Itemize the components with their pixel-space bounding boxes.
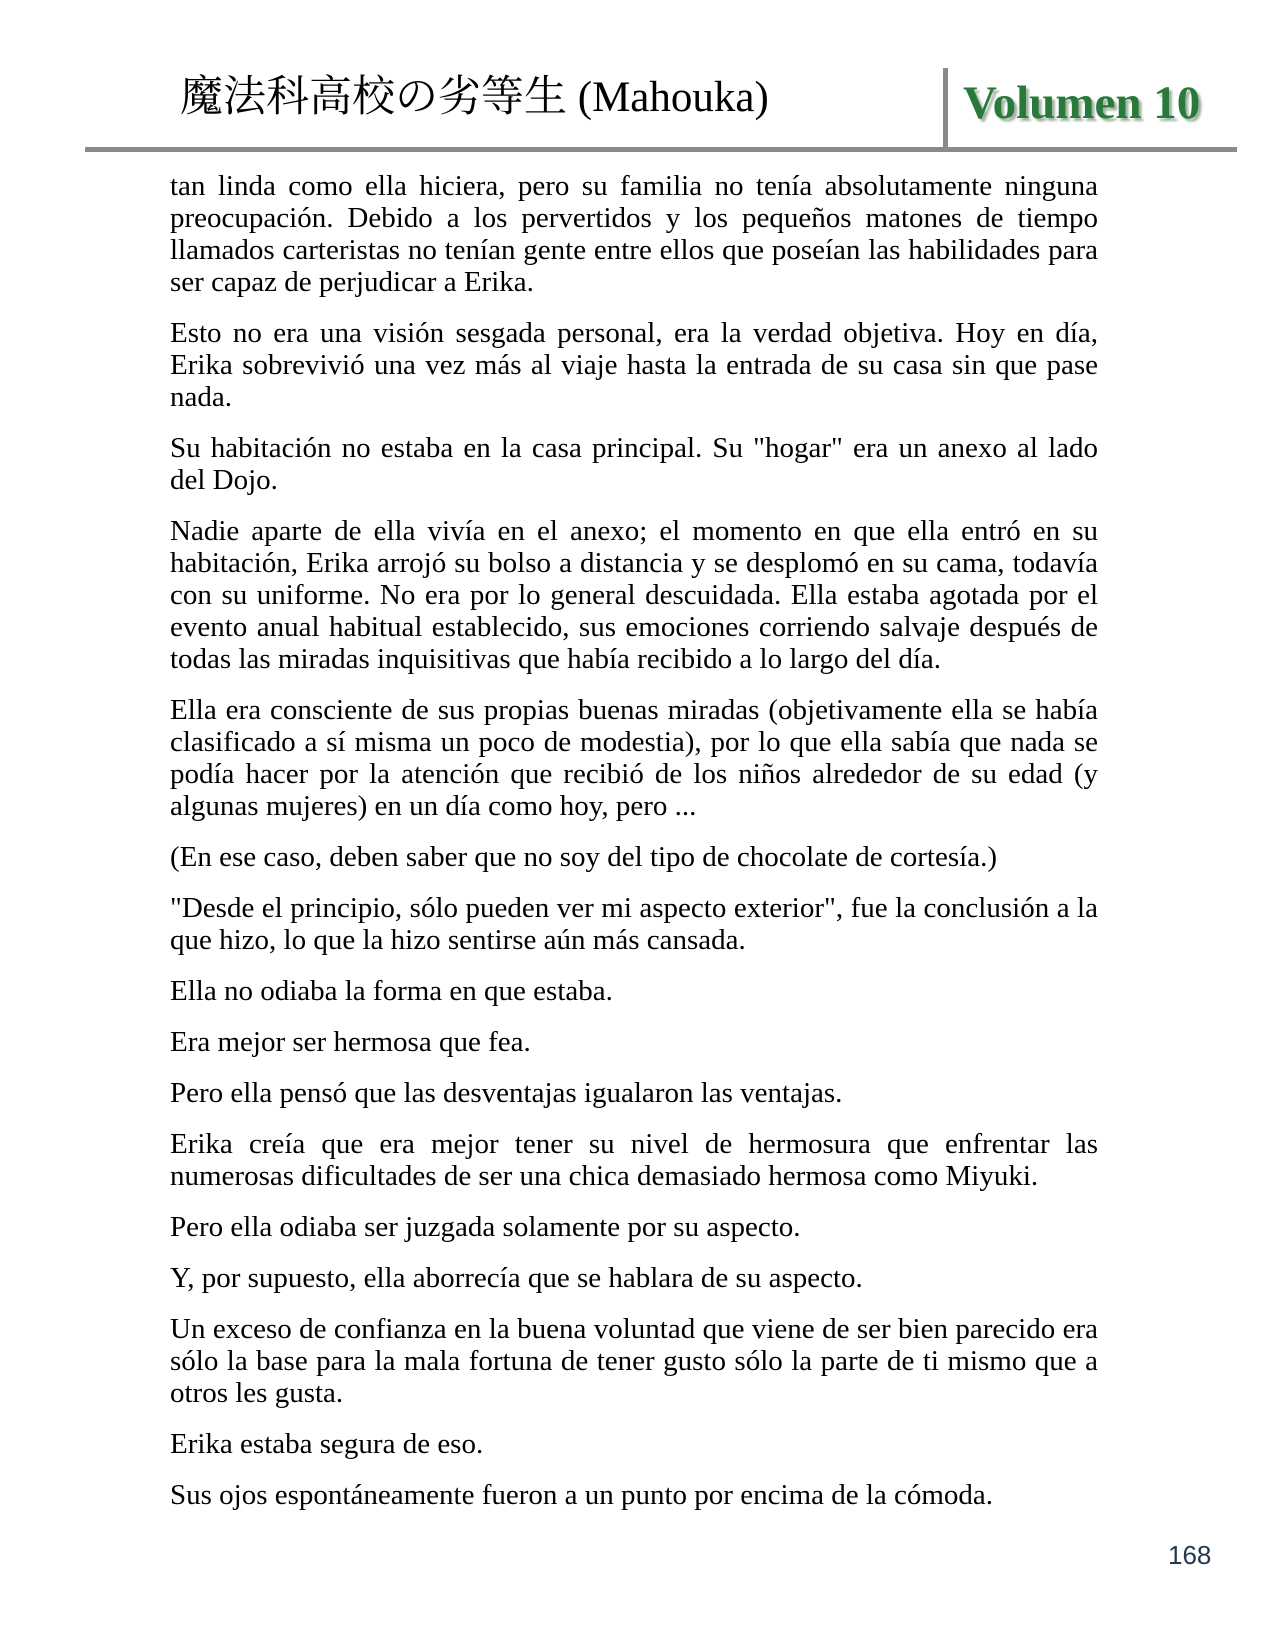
- paragraph: "Desde el principio, sólo pueden ver mi aspecto exterior", fue la conclusión a la que hizo, lo que la hizo sentirse aún más cansada.: [170, 892, 1098, 956]
- paragraph: Era mejor ser hermosa que fea.: [170, 1026, 531, 1058]
- paragraph: Ella era consciente de sus propias buenas miradas (objetivamente ella se había clasificado a sí misma un poco de modestia), por lo que ella sabía que nada se podía hacer por la atención que recibió de los niños alrededor de su edad (y algunas mujeres) en un día como hoy, pero ...: [170, 694, 1098, 822]
- paragraph: Ella no odiaba la forma en que estaba.: [170, 975, 613, 1007]
- paragraph: Su habitación no estaba en la casa principal. Su "hogar" era un anexo al lado del Dojo.: [170, 432, 1098, 496]
- paragraph: Y, por supuesto, ella aborrecía que se hablara de su aspecto.: [170, 1262, 863, 1294]
- paragraph: tan linda como ella hiciera, pero su familia no tenía absolutamente ninguna preocupación. Debido a los pervertidos y los pequeños matones de tiempo llamados carteristas no tenían gente entre ellos que poseían las habilidades para ser capaz de perjudicar a Erika.: [170, 170, 1098, 298]
- paragraph: Pero ella pensó que las desventajas igualaron las ventajas.: [170, 1077, 843, 1109]
- paragraph: Pero ella odiaba ser juzgada solamente por su aspecto.: [170, 1211, 801, 1243]
- paragraph: Nadie aparte de ella vivía en el anexo; el momento en que ella entró en su habitación, Erika arrojó su bolso a distancia y se desplomó en su cama, todavía con su uniforme. No era por lo general descuidada. Ella estaba agotada por el evento anual habitual establecido, sus emociones corriendo salvaje después de todas las miradas inquisitivas que había recibido a lo largo del día.: [170, 515, 1098, 675]
- paragraph: Sus ojos espontáneamente fueron a un punto por encima de la cómoda.: [170, 1479, 994, 1511]
- page-number: 168: [1168, 1540, 1212, 1570]
- page-header-title: 魔法科高校の劣等生 (Mahouka): [180, 74, 769, 121]
- header-vertical-divider: [943, 68, 948, 152]
- volume-label: Volumen 10: [963, 77, 1201, 129]
- paragraph: Un exceso de confianza en la buena voluntad que viene de ser bien parecido era sólo la base para la mala fortuna de tener gusto sólo la parte de ti mismo que a otros les gusta.: [170, 1313, 1098, 1409]
- paragraph: Esto no era una visión sesgada personal, era la verdad objetiva. Hoy en día, Erika sobrevivió una vez más al viaje hasta la entrada de su casa sin que pase nada.: [170, 317, 1098, 413]
- paragraph: (En ese caso, deben saber que no soy del tipo de chocolate de cortesía.): [170, 841, 997, 873]
- body-text: [170, 170, 1098, 1530]
- paragraph: Erika creía que era mejor tener su nivel de hermosura que enfrentar las numerosas dificultades de ser una chica demasiado hermosa como Miyuki.: [170, 1128, 1098, 1192]
- header-horizontal-rule: [85, 147, 1237, 152]
- paragraph: Erika estaba segura de eso.: [170, 1428, 484, 1460]
